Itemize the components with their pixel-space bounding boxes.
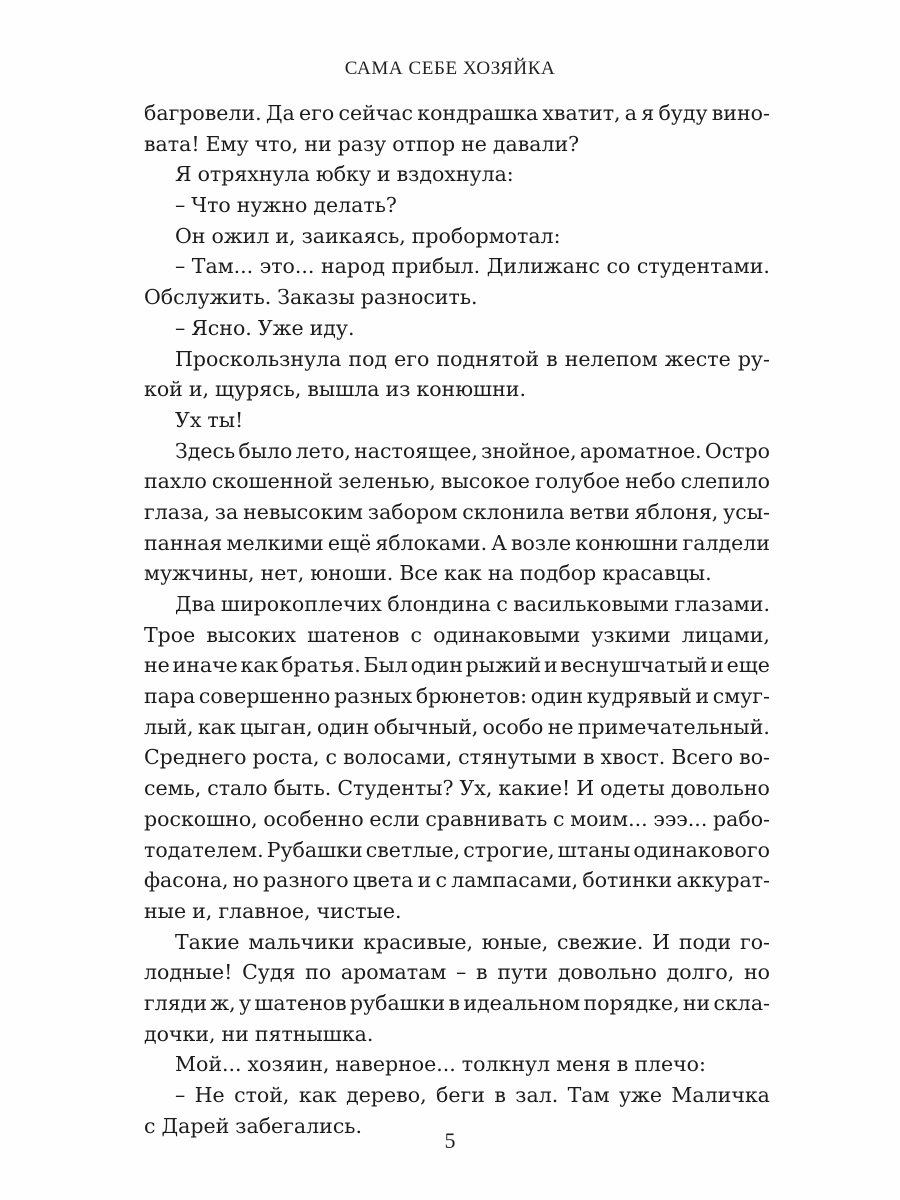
- text-line: лый, как цыган, один обычный, особо не примечательный.: [144, 714, 770, 739]
- text-line: дочки, ни пятнышка.: [144, 1021, 374, 1046]
- text-line: Среднего роста, с волосами, стянутыми в хвост. Всего во-: [144, 745, 770, 770]
- text-line: багровели. Да его сейчас кондрашка хватит, а я буду вино-: [144, 101, 770, 125]
- text-line: панная мелкими ещё яблоками. А возле конюшни галдели: [144, 530, 770, 555]
- text-line: тодателем. Рубашки светлые, строгие, штаны одинакового: [144, 837, 770, 862]
- text-line: ные и, главное, чистые.: [144, 898, 402, 923]
- text-line: – Ясно. Уже иду.: [175, 315, 355, 340]
- text-line: фасона, но разного цвета и с лампасами, ботинки аккурат-: [144, 868, 770, 893]
- text-line: – Там... это... народ прибыл. Дилижанс со студентами.: [175, 254, 770, 279]
- text-line: Такие мальчики красивые, юные, свежие. И поди го-: [175, 929, 770, 954]
- text-line: вата! Ему что, ни разу отпор не давали?: [144, 131, 580, 156]
- text-line: пахло скошенной зеленью, высокое голубое небо слепило: [144, 469, 770, 494]
- text-line: роскошно, особенно если сравнивать с моим... эээ... рабо-: [144, 806, 770, 831]
- text-line: Два широкоплечих блондина с васильковыми глазами.: [175, 592, 770, 616]
- text-line: семь, стало быть. Студенты? Ух, какие! И одеты довольно: [144, 776, 770, 801]
- text-line: Здесь было лето, настоящее, знойное, ароматное. Остро: [175, 438, 770, 463]
- body-text: [144, 98, 770, 1141]
- text-line: пара совершенно разных брюнетов: один кудрявый и смуг-: [144, 684, 770, 709]
- text-line: Трое высоких шатенов с одинаковыми узкими лицами,: [144, 622, 770, 647]
- text-line: Обслужить. Заказы разносить.: [144, 285, 478, 310]
- text-line: мужчины, нет, юноши. Все как на подбор красавцы.: [144, 561, 712, 586]
- text-line: Ух ты!: [175, 407, 244, 432]
- text-line: – Что нужно делать?: [175, 193, 397, 218]
- text-line: глаза, за невысоким забором склонила ветви яблоня, усы-: [144, 499, 770, 524]
- text-line: кой и, щурясь, вышла из конюшни.: [144, 377, 526, 402]
- text-line: гляди ж, у шатенов рубашки в идеальном порядке, ни скла-: [144, 990, 770, 1015]
- page-number: 5: [444, 1128, 456, 1153]
- text-line: Он ожил и, заикаясь, пробормотал:: [175, 223, 561, 248]
- text-line: лодные! Судя по ароматам – в пути довольно долго, но: [144, 960, 770, 985]
- text-line: с Дарей забегались.: [144, 1113, 362, 1138]
- text-line: Мой... хозяин, наверное... толкнул меня в плечо:: [175, 1052, 706, 1077]
- text-line: не иначе как братья. Был один рыжий и веснушчатый и еще: [144, 653, 770, 678]
- text-line: – Не стой, как дерево, беги в зал. Там уже Маличка: [175, 1083, 770, 1107]
- running-head: САМА СЕБЕ ХОЗЯЙКА: [344, 58, 556, 79]
- text-line: Проскользнула под его поднятой в нелепом жесте ру-: [175, 346, 770, 371]
- text-line: Я отряхнула юбку и вздохнула:: [175, 162, 514, 187]
